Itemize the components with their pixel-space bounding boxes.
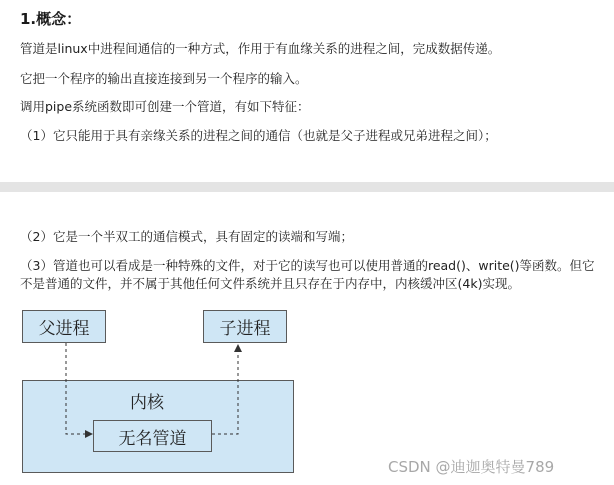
feature-item-3-line-2: 不是普通的文件，并不属于其他任何文件系统并且只存在于内存中，内核缓冲区(4k)实现。 [20, 276, 520, 291]
feature-item-2: （2）它是一个半双工的通信模式，具有固定的读端和写端； [20, 229, 353, 244]
read-arrow-head [234, 344, 242, 352]
feature-item-1: （1）它只能用于具有亲缘关系的进程之间的通信（也就是父子进程或兄弟进程之间）； [20, 128, 497, 143]
paragraph-pipe-call: 调用pipe系统函数即可创建一个管道，有如下特征： [20, 99, 310, 114]
paragraph-definition: 管道是linux中进程间通信的一种方式，作用于有血缘关系的进程之间，完成数据传递。 [20, 41, 501, 56]
paragraph-connection: 它把一个程序的输出直接连接到另一个程序的输入。 [20, 71, 308, 86]
kernel-label: 内核 [130, 393, 164, 413]
feature-item-3-line-1: （3）管道也可以看成是一种特殊的文件，对于它的读写也可以使用普通的read()、write()等函数。但它 [20, 258, 595, 273]
unnamed-pipe-box: 无名管道 [93, 420, 212, 452]
parent-process-box: 父进程 [22, 310, 106, 343]
watermark: CSDN @迪迦奥特曼789 [388, 458, 555, 476]
section-divider [0, 182, 614, 192]
child-process-box: 子进程 [203, 310, 287, 343]
section-heading: 1.概念： [20, 10, 82, 28]
